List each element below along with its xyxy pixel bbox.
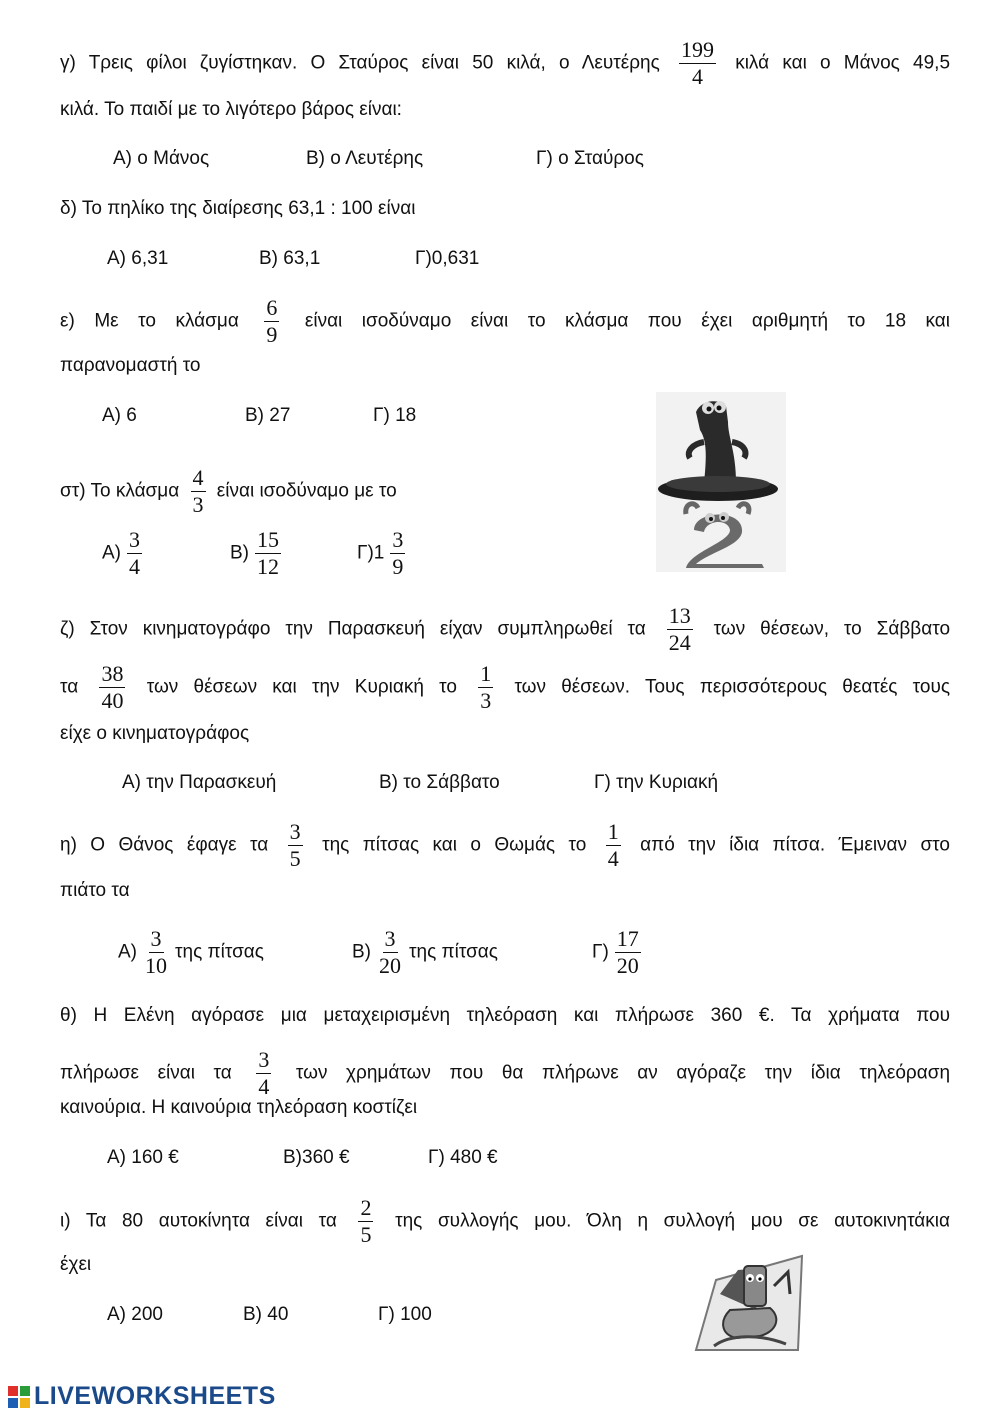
question-gamma-line1 — [60, 38, 950, 89]
option-c[interactable]: Γ) 480 € — [428, 1147, 498, 1168]
option-a[interactable]: Α) 6,31 — [107, 248, 169, 269]
question-iota-line1 — [60, 1196, 950, 1247]
question-eta-line1 — [60, 820, 950, 871]
option-a[interactable]: Α) $\frac{3}{10}$ της πίτσας — [118, 926, 264, 978]
question-text: της πίτσας και ο Θωμάς το — [322, 834, 587, 856]
question-text: των χρημάτων που θα πλήρωνε αν αγόραζε την ίδια τηλεόραση — [295, 1062, 951, 1084]
fraction: $\frac{3}{9}$ — [392, 527, 404, 579]
question-delta-line1: δ) Το πηλίκο της διαίρεσης 63,1 : 100 είναι — [60, 198, 416, 219]
option-c[interactable]: Γ) 18 — [373, 405, 417, 426]
fraction: $\frac{1}{3}$ — [480, 661, 492, 713]
fraction: $\frac{17}{20}$ — [616, 926, 639, 978]
question-zeta-line2 — [60, 662, 950, 713]
question-text: ζ) Στον κινηματογράφο την Παρασκευή είχαν συμπληρωθεί τα — [60, 618, 646, 640]
fraction: $\frac{4}{3}$ — [192, 465, 204, 517]
question-text: κιλά και ο Μάνος 49,5 — [735, 52, 951, 74]
option-b[interactable]: Β) $\frac{3}{20}$ της πίτσας — [352, 926, 498, 978]
fraction: $\frac{15}{12}$ — [257, 527, 279, 579]
option-c[interactable]: Γ)0,631 — [415, 248, 480, 269]
fraction: $\frac{3}{4}$ — [258, 1047, 270, 1099]
option-a[interactable]: Α) 160 € — [107, 1147, 179, 1168]
logo-text: LIVEWORKSHEETS — [34, 1382, 276, 1410]
option-b[interactable]: Β) 40 — [243, 1304, 289, 1325]
question-iota-line2: έχει — [60, 1254, 92, 1275]
question-eta-line2: πιάτο τα — [60, 880, 130, 901]
fraction: $\frac{38}{40}$ — [101, 661, 124, 713]
fraction: $\frac{3}{20}$ — [379, 926, 401, 978]
question-text: στ) Το κλάσμα — [60, 480, 180, 502]
option-b[interactable]: Β) $\frac{15}{12}$ — [230, 527, 279, 579]
number-cartoon-image — [656, 392, 786, 572]
fraction: $\frac{13}{24}$ — [668, 603, 691, 655]
option-c[interactable]: Γ) 100 — [378, 1304, 432, 1325]
option-b[interactable]: Β) ο Λευτέρης — [306, 148, 424, 169]
question-text: των θέσεων και την Κυριακή το — [146, 676, 457, 698]
question-text: από την ίδια πίτσα. Έμειναν στο — [640, 834, 950, 856]
question-text: ι) Τα 80 αυτοκίνητα είναι τα — [60, 1210, 337, 1232]
question-text: ε) Με το κλάσμα — [60, 310, 239, 332]
fraction: $\frac{3}{4}$ — [129, 527, 140, 579]
question-zeta-line3: είχε ο κινηματογράφος — [60, 723, 250, 744]
book-cartoon-image — [690, 1250, 810, 1360]
question-epsilon-line1 — [60, 296, 950, 347]
option-a[interactable]: Α) 200 — [107, 1304, 163, 1325]
fraction: $\frac{199}{4}$ — [680, 37, 714, 89]
question-text: είναι ισοδύναμο είναι το κλάσμα που έχει αριθμητή το 18 και — [304, 310, 951, 332]
fraction: $\frac{3}{5}$ — [289, 819, 301, 871]
question-theta-line1: θ) Η Ελένη αγόρασε μια μεταχειρισμένη τηλεόραση και πλήρωσε 360 €. Τα χρήματα που — [60, 1005, 950, 1026]
question-epsilon-line2: παρανομαστή το — [60, 355, 201, 376]
question-st-line1 — [60, 466, 397, 517]
option-a[interactable]: Α) 6 — [102, 405, 137, 426]
question-text: γ) Τρεις φίλοι ζυγίστηκαν. Ο Σταύρος είναι 50 κιλά, ο Λευτέρης — [60, 52, 660, 74]
fraction: $\frac{1}{4}$ — [607, 819, 619, 871]
fraction: $\frac{6}{9}$ — [266, 295, 278, 347]
liveworksheets-logo — [8, 1382, 276, 1411]
option-b[interactable]: Β) το Σάββατο — [379, 772, 500, 793]
option-b[interactable]: Β) 63,1 — [259, 248, 321, 269]
fraction: $\frac{2}{5}$ — [360, 1195, 372, 1247]
question-text: των θέσεων. Τους περισσότερους θεατές τους — [514, 676, 951, 698]
question-text: των θέσεων, το Σάββατο — [713, 618, 951, 640]
option-a[interactable]: Α) την Παρασκευή — [122, 772, 277, 793]
question-text: πλήρωσε είναι τα — [60, 1062, 232, 1084]
question-theta-line2 — [60, 1048, 950, 1099]
option-a[interactable]: Α) $\frac{3}{4}$ — [102, 527, 140, 579]
logo-icon — [8, 1386, 30, 1408]
option-b[interactable]: Β)360 € — [283, 1147, 350, 1168]
question-text: η) Ο Θάνος έφαγε τα — [60, 834, 269, 856]
question-text: είναι ισοδύναμο με το — [216, 480, 397, 502]
option-a[interactable]: Α) ο Μάνος — [113, 148, 210, 169]
option-b[interactable]: Β) 27 — [245, 405, 291, 426]
question-gamma-line2: κιλά. Το παιδί με το λιγότερο βάρος είναι: — [60, 99, 402, 120]
question-text: της συλλογής μου. Όλη η συλλογή μου σε αυτοκινητάκια — [395, 1210, 950, 1232]
option-c[interactable]: Γ) ο Σταύρος — [536, 148, 644, 169]
question-theta-line3: καινούρια. Η καινούρια τηλεόραση κοστίζει — [60, 1097, 418, 1118]
option-c[interactable]: Γ) $\frac{17}{20}$ — [592, 926, 639, 978]
option-c[interactable]: Γ) την Κυριακή — [594, 772, 719, 793]
question-text: τα — [60, 676, 79, 698]
fraction: $\frac{3}{10}$ — [145, 926, 167, 978]
option-c[interactable]: Γ)1 $\frac{3}{9}$ — [357, 527, 404, 579]
question-zeta-line1 — [60, 604, 950, 655]
